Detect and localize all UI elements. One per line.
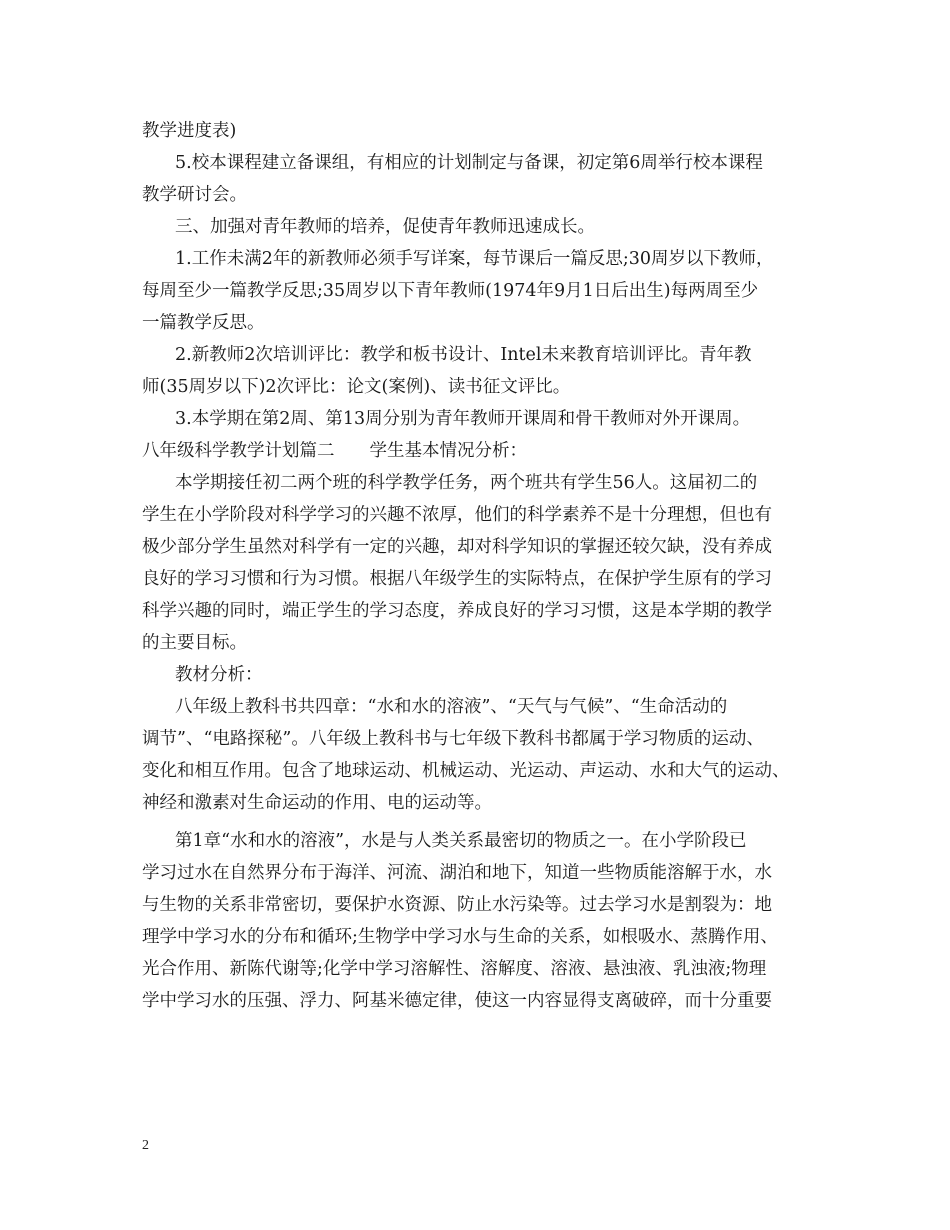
text-line: 5.校本课程建立备课组，有相应的计划制定与备课，初定第6周举行校本课程 bbox=[175, 153, 763, 173]
page-number: 2 bbox=[142, 1138, 149, 1153]
text-line: 2.新教师2次培训评比：教学和板书设计、Intel未来教育培训评比。青年教 bbox=[175, 345, 752, 365]
text-line: 变化和相互作用。包含了地球运动、机械运动、光运动、声运动、水和大气的运动、 bbox=[142, 761, 790, 781]
text-line: 本学期接任初二两个班的科学教学任务，两个班共有学生56人。这届初二的 bbox=[175, 473, 758, 493]
text-line: 神经和激素对生命运动的作用、电的运动等。 bbox=[142, 793, 492, 813]
text-line: 良好的学习习惯和行为习惯。根据八年级学生的实际特点，在保护学生原有的学习 bbox=[142, 569, 772, 589]
text-line: 科学兴趣的同时，端正学生的学习态度，养成良好的学习习惯，这是本学期的教学 bbox=[142, 601, 772, 621]
text-line: 学中学习水的压强、浮力、阿基米德定律，使这一内容显得支离破碎，而十分重要 bbox=[142, 991, 772, 1011]
section-heading: 教材分析： bbox=[175, 665, 263, 685]
text-line: 八年级上教科书共四章：“水和水的溶液”、“天气与气候”、“生命活动的 bbox=[175, 697, 728, 717]
text-line: 调节”、“电路探秘”。八年级上教科书与七年级下教科书都属于学习物质的运动、 bbox=[142, 729, 764, 749]
text-line: 1.工作未满2年的新教师必须手写详案，每节课后一篇反思;30周岁以下教师， bbox=[175, 249, 774, 269]
text-line: 光合作用、新陈代谢等;化学中学习溶解性、溶解度、溶液、悬浊液、乳浊液;物理 bbox=[142, 959, 767, 979]
text-line: 的主要目标。 bbox=[142, 633, 247, 653]
text-line: 每周至少一篇教学反思;35周岁以下青年教师(1974年9月1日后出生)每两周至少 bbox=[142, 281, 759, 301]
document-body bbox=[142, 115, 832, 1017]
text-line: 教学研讨会。 bbox=[142, 185, 247, 205]
text-line: 极少部分学生虽然对科学有一定的兴趣，却对科学知识的掌握还较欠缺，没有养成 bbox=[142, 537, 772, 557]
text-line: 与生物的关系非常密切，要保护水资源、防止水污染等。过去学习水是割裂为：地 bbox=[142, 895, 772, 915]
text-line: 第1章“水和水的溶液”，水是与人类关系最密切的物质之一。在小学阶段已 bbox=[175, 831, 747, 851]
text-line: 师(35周岁以下)2次评比：论文(案例)、读书征文评比。 bbox=[142, 377, 571, 397]
text-line: 学生在小学阶段对科学学习的兴趣不浓厚，他们的科学素养不是十分理想，但也有 bbox=[142, 505, 772, 525]
text-line: 理学中学习水的分布和循环;生物学中学习水与生命的关系，如根吸水、蒸腾作用、 bbox=[142, 927, 778, 947]
text-line: 3.本学期在第2周、第13周分别为青年教师开课周和骨干教师对外开课周。 bbox=[175, 409, 751, 429]
text-line: 一篇教学反思。 bbox=[142, 313, 265, 333]
section-heading: 三、加强对青年教师的培养，促使青年教师迅速成长。 bbox=[175, 217, 595, 237]
section-heading: 八年级科学教学计划篇二 学生基本情况分析： bbox=[142, 441, 527, 461]
text-line: 教学进度表) bbox=[142, 121, 237, 141]
text-line: 学习过水在自然界分布于海洋、河流、湖泊和地下，知道一些物质能溶解于水，水 bbox=[142, 863, 772, 883]
